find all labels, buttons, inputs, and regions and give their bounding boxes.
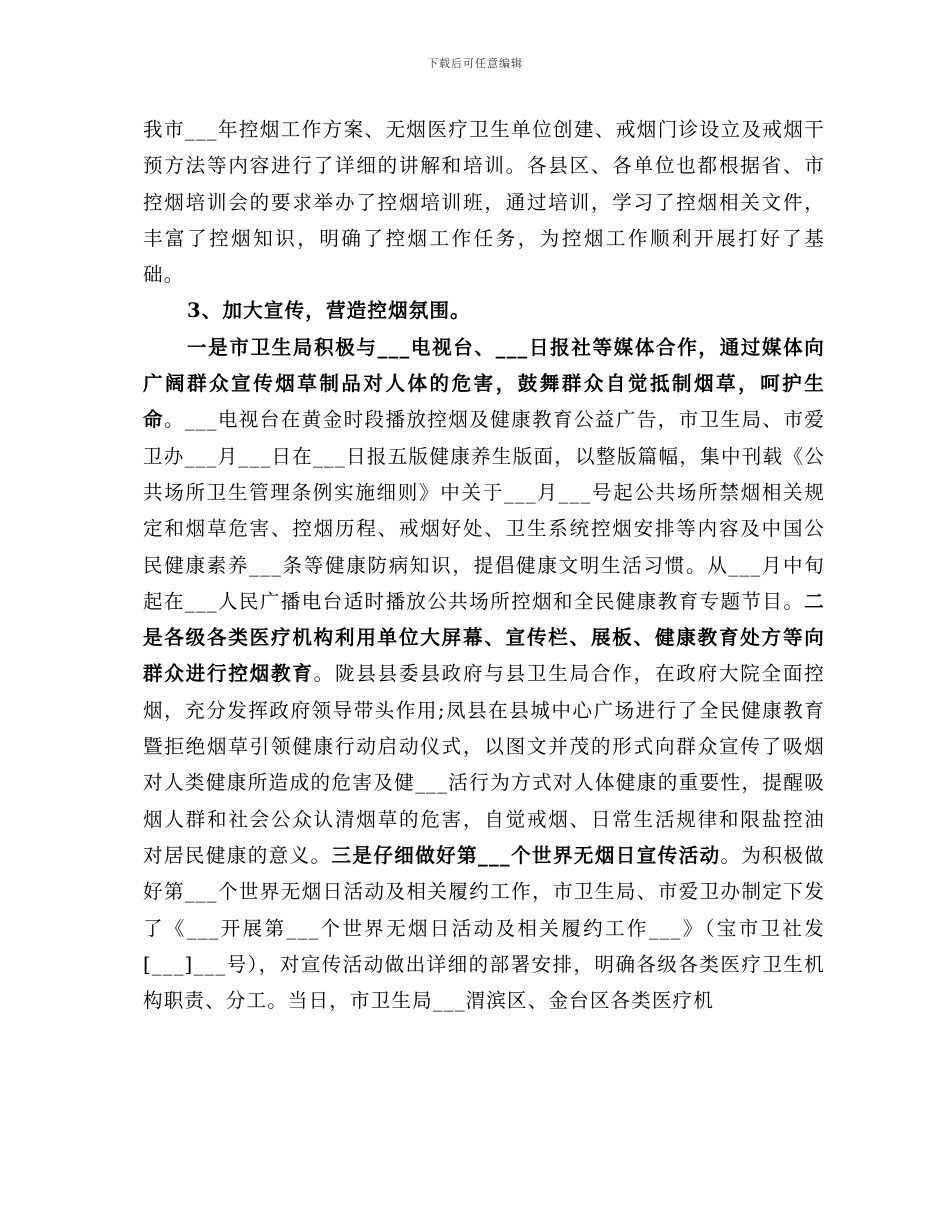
page-header: 下载后可任意编辑 <box>427 57 523 70</box>
bold-point-three: 三是仔细做好第___个世界无烟日宣传活动 <box>331 843 721 867</box>
bold-point-two: 二是各级各类医疗机构利用单位大屏幕、宣传栏、展板、健康教育处方等向群众进行控烟教育 <box>143 589 825 686</box>
text-segment: 。陇县县委县政府与县卫生局合作，在政府大院全面控烟，充分发挥政府领导带头作用;凤县在县城中心广场进行了全民健康教育暨拒绝烟草引领健康行动启动仪式，以图文并茂的形式向群众宣传了吸烟对人类健康所造成的危害及健___活行为方式对人体健康的重要性，提醒吸烟人群和社会公众认清烟草的危害，自觉戒烟、日常生活规律和限盐控油对居民健康的意义。 <box>143 662 825 867</box>
bold-point-one: 一是市卫生局积极与___电视台、___日报社等媒体合作，通过媒体向广阔群众宣传烟草制品对人体的危害，鼓舞群众自觉抵制烟草，呵护生命 <box>143 335 825 432</box>
text-segment: 我市___年控烟工作方案、无烟医疗卫生单位创建、戒烟门诊设立及戒烟干预方法等内容进行了详细的讲解和培训。各县区、各单位也都根据省、市控烟培训会的要求举办了控烟培训班，通过培训，学习了控烟相关文件，丰富了控烟知识，明确了控烟工作任务，为控烟工作顺利开展打好了基础。 <box>143 118 825 287</box>
heading-text: 3、加大宣传，营造控烟氛围。 <box>187 299 471 323</box>
paragraph-publicity <box>143 330 825 1020</box>
section-heading <box>143 293 825 329</box>
document-body <box>143 112 825 1019</box>
text-segment: 。为积极做好第___个世界无烟日活动及相关履约工作，市卫生局、市爱卫办制定下发了《___开展第___个世界无烟日活动及相关履约工作___》（宝市卫社发[___]___号），对宣传活动做出详细的部署安排，明确各级各类医疗卫生机构职责、分工。当日，市卫生局___渭滨区、金台区各类医疗机 <box>143 843 825 1013</box>
paragraph-training-summary <box>143 112 825 293</box>
text-segment: 。___电视台在黄金时段播放控烟及健康教育公益广告，市卫生局、市爱卫办___月___日在___日报五版健康养生版面，以整版篇幅，集中刊载《公共场所卫生管理条例实施细则》中关于___月___号起公共场所禁烟相关规定和烟草危害、控烟历程、戒烟好处、卫生系统控烟安排等内容及中国公民健康素养___条等健康防病知识，提倡健康文明生活习惯。从___月中旬起在___人民广播电台适时播放公共场所控烟和全民健康教育专题节目。 <box>143 408 826 613</box>
